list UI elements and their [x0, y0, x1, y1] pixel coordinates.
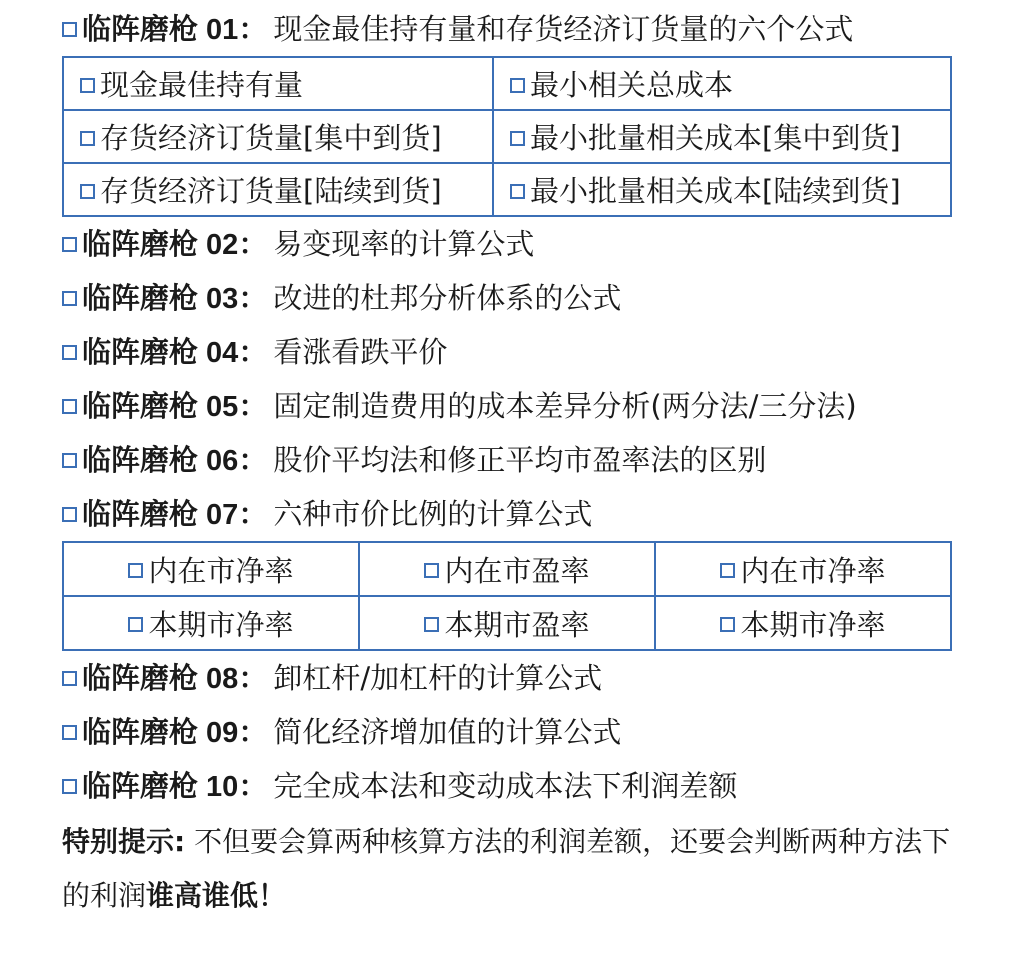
checkbox-icon — [128, 617, 143, 632]
cell-text: 存货经济订货量[集中到货] — [100, 121, 442, 155]
item-colon: ： — [238, 12, 268, 46]
note-text: 不但要会算两种核算方法的利润差额，还要会判断两种方法下的利润 — [62, 825, 951, 912]
table-row — [63, 596, 951, 650]
table-cell — [359, 542, 655, 596]
item-desc: 股价平均法和修正平均市盈率法的区别 — [273, 443, 767, 477]
checkbox-icon — [720, 617, 735, 632]
item-tag: 临阵磨枪 02 — [82, 229, 239, 261]
checkbox-icon — [510, 184, 525, 199]
table-row — [63, 542, 951, 596]
table-cell — [493, 110, 951, 163]
item-tag: 临阵磨枪 05 — [82, 391, 239, 423]
checkbox-icon — [510, 131, 525, 146]
checkbox-icon — [62, 237, 77, 252]
note-emphasis: 谁高谁低！ — [146, 879, 287, 912]
table-cell — [493, 57, 951, 110]
special-note — [62, 815, 954, 923]
item-tag: 临阵磨枪 10 — [82, 771, 239, 803]
list-item-04 — [62, 325, 954, 379]
table-cell — [493, 163, 951, 216]
cell-text: 本期市盈率 — [444, 607, 590, 642]
item-desc: 看涨看跌平价 — [273, 335, 448, 369]
cell-text: 内在市净率 — [148, 553, 294, 588]
note-label: 特别提示: — [62, 825, 186, 858]
table-cell — [63, 542, 359, 596]
item-tag: 临阵磨枪 08 — [82, 663, 239, 695]
item-colon: ： — [238, 769, 268, 803]
checkbox-icon — [62, 671, 77, 686]
checkbox-icon — [510, 78, 525, 93]
list-item-03 — [62, 271, 954, 325]
ratio-table-07 — [62, 541, 952, 651]
table-cell — [359, 596, 655, 650]
checkbox-icon — [424, 563, 439, 578]
table-cell — [63, 57, 493, 110]
item-tag: 临阵磨枪 03 — [82, 283, 239, 315]
checkbox-icon — [62, 345, 77, 360]
cell-text: 本期市净率 — [148, 607, 294, 642]
item-colon: ： — [238, 661, 268, 695]
item-desc: 六种市价比例的计算公式 — [273, 497, 593, 531]
item-colon: ： — [238, 227, 268, 261]
cell-text: 现金最佳持有量 — [100, 68, 304, 102]
list-item-01 — [62, 0, 954, 56]
list-item-08 — [62, 651, 954, 705]
cell-text: 内在市净率 — [740, 553, 886, 588]
item-colon: ： — [238, 715, 268, 749]
item-tag: 临阵磨枪 09 — [82, 717, 239, 749]
item-colon: ： — [238, 335, 268, 369]
list-item-09 — [62, 705, 954, 759]
item-tag: 临阵磨枪 06 — [82, 445, 239, 477]
item-colon: ： — [238, 389, 268, 423]
page-content — [62, 0, 954, 923]
list-item-06 — [62, 433, 954, 487]
checkbox-icon — [80, 131, 95, 146]
list-item-07 — [62, 487, 954, 541]
table-row — [63, 57, 951, 110]
checkbox-icon — [62, 507, 77, 522]
checkbox-icon — [424, 617, 439, 632]
table-cell — [655, 596, 951, 650]
checkbox-icon — [80, 184, 95, 199]
item-colon: ： — [238, 443, 268, 477]
checkbox-icon — [62, 453, 77, 468]
item-desc: 卸杠杆/加杠杆的计算公式 — [273, 661, 603, 695]
cell-text: 存货经济订货量[陆续到货] — [100, 174, 442, 208]
item-tag: 临阵磨枪 04 — [82, 337, 239, 369]
table-cell — [655, 542, 951, 596]
table-cell — [63, 110, 493, 163]
table-row — [63, 110, 951, 163]
list-item-05 — [62, 379, 954, 433]
checkbox-icon — [62, 779, 77, 794]
list-item-10 — [62, 759, 954, 813]
item-tag: 临阵磨枪 01 — [82, 14, 239, 46]
item-tag: 临阵磨枪 07 — [82, 499, 239, 531]
checkbox-icon — [128, 563, 143, 578]
item-desc: 简化经济增加值的计算公式 — [273, 715, 622, 749]
formula-table-01 — [62, 56, 952, 217]
cell-text: 内在市盈率 — [444, 553, 590, 588]
table-cell — [63, 596, 359, 650]
cell-text: 最小批量相关成本[集中到货] — [530, 121, 901, 155]
checkbox-icon — [80, 78, 95, 93]
item-desc: 固定制造费用的成本差异分析(两分法/三分法) — [273, 389, 857, 423]
cell-text: 本期市净率 — [740, 607, 886, 642]
cell-text: 最小相关总成本 — [530, 68, 734, 102]
checkbox-icon — [720, 563, 735, 578]
checkbox-icon — [62, 725, 77, 740]
item-desc: 完全成本法和变动成本法下利润差额 — [273, 769, 738, 803]
list-item-02 — [62, 217, 954, 271]
checkbox-icon — [62, 22, 77, 37]
checkbox-icon — [62, 399, 77, 414]
item-desc: 改进的杜邦分析体系的公式 — [273, 281, 622, 315]
cell-text: 最小批量相关成本[陆续到货] — [530, 174, 901, 208]
item-colon: ： — [238, 281, 268, 315]
item-desc: 现金最佳持有量和存货经济订货量的六个公式 — [273, 12, 854, 46]
checkbox-icon — [62, 291, 77, 306]
item-desc: 易变现率的计算公式 — [273, 227, 535, 261]
table-cell — [63, 163, 493, 216]
item-colon: ： — [238, 497, 268, 531]
table-row — [63, 163, 951, 216]
